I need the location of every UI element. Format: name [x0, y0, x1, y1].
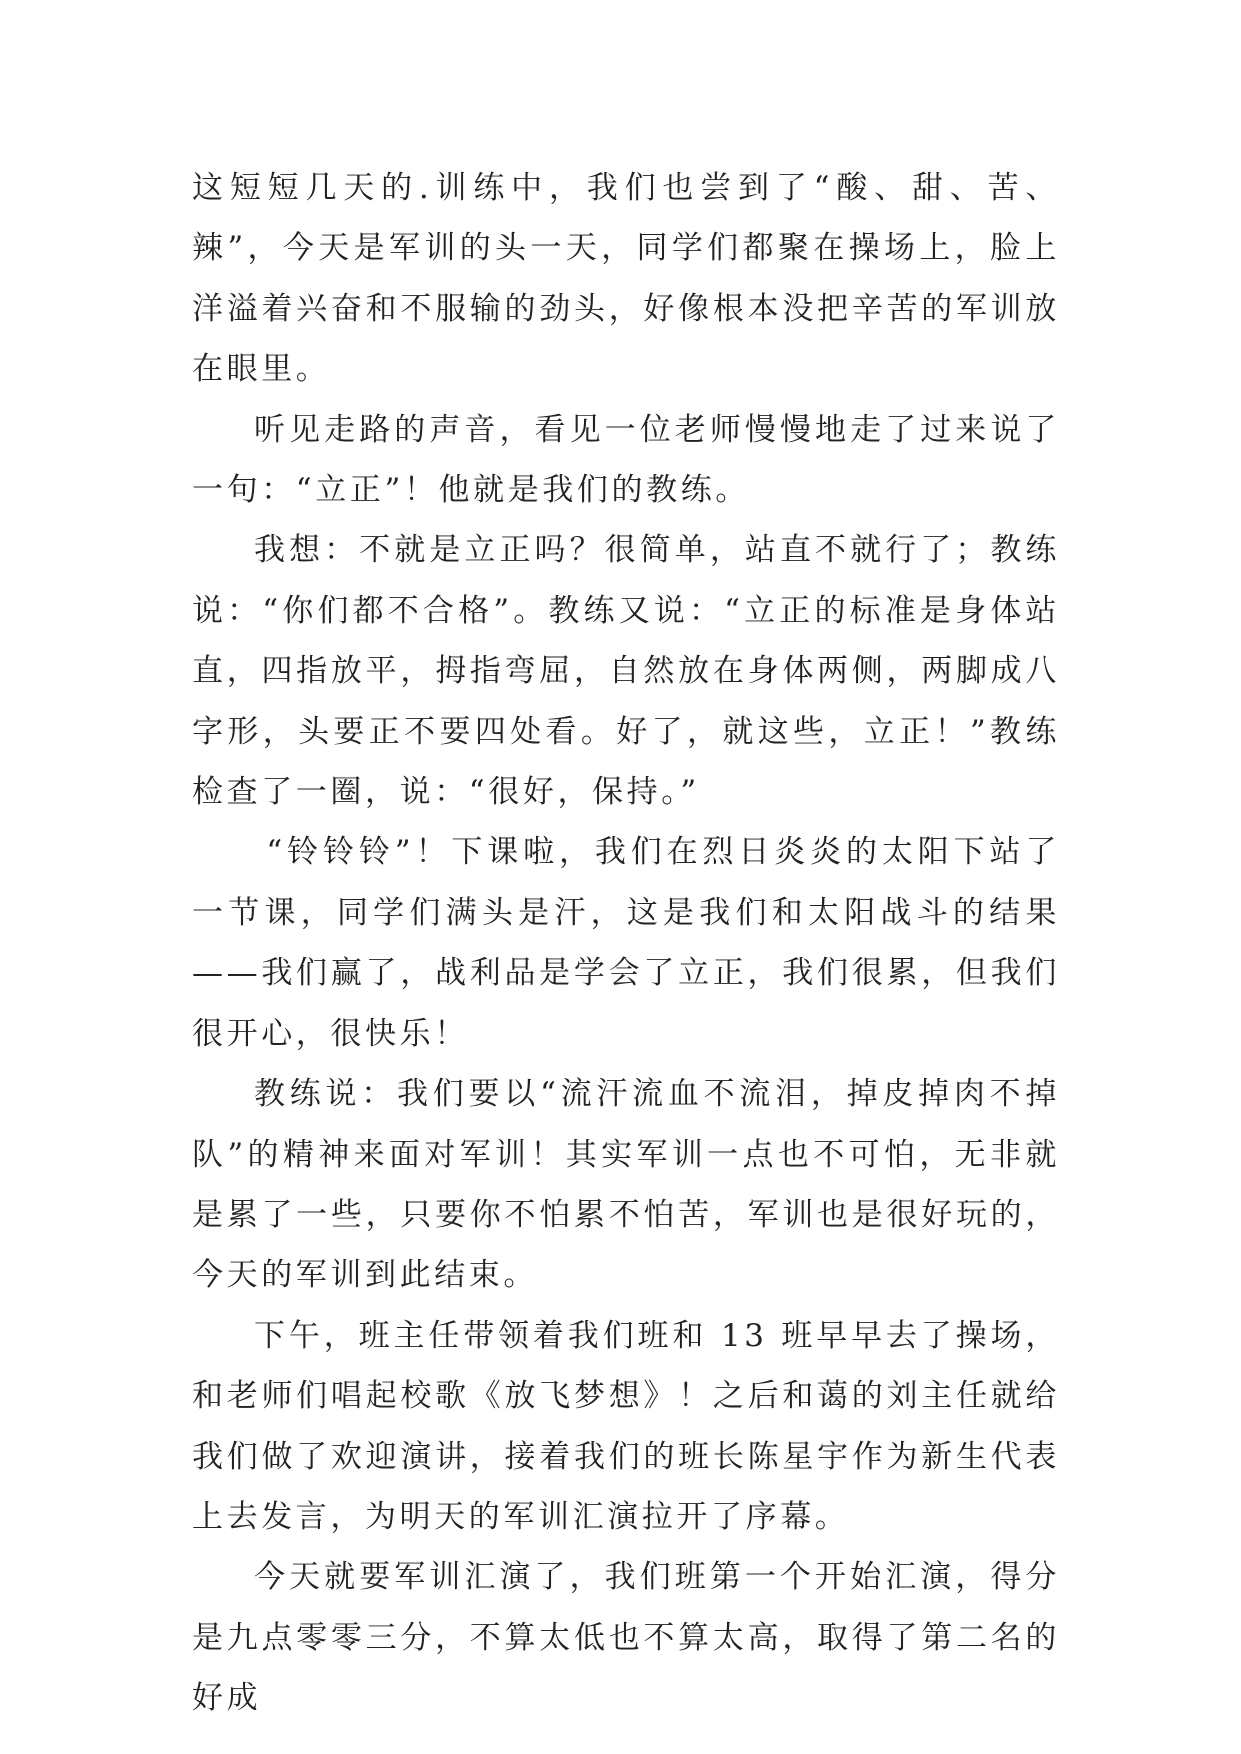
paragraph-3: 我想：不就是立正吗？很简单，站直不就行了；教练说：“你们都不合格”。教练又说：“立正的标准是身体站直，四指放平，拇指弯屈，自然放在身体两侧，两脚成八字形，头要正不要四处看。好了，就这些，立正！”教练检查了一圈，说：“很好，保持。”	[192, 532, 1060, 811]
paragraph-5: 教练说：我们要以“流汗流血不流泪，掉皮掉肉不掉队”的精神来面对军训！其实军训一点也不可怕，无非就是累了一些，只要你不怕累不怕苦，军训也是很好玩的，今天的军训到此结束。	[192, 1076, 1060, 1294]
paragraph-6: 下午，班主任带领着我们班和 13 班早早去了操场，和老师们唱起校歌《放飞梦想》！之后和蔼的刘主任就给我们做了欢迎演讲，接着我们的班长陈星宇作为新生代表上去发言，为明天的军训汇演拉开了序幕。	[192, 1317, 1060, 1535]
paragraph-1: 这短短几天的.训练中，我们也尝到了“酸、甜、苦、辣”，今天是军训的头一天，同学们都聚在操场上，脸上洋溢着兴奋和不服输的劲头，好像根本没把辛苦的军训放在眼里。	[192, 170, 1060, 388]
paragraph-4: “铃铃铃”！下课啦，我们在烈日炎炎的太阳下站了一节课，同学们满头是汗，这是我们和太阳战斗的结果——我们赢了，战利品是学会了立正，我们很累，但我们很开心，很快乐！	[192, 834, 1060, 1052]
paragraph-2: 听见走路的声音，看见一位老师慢慢地走了过来说了一句：“立正”！他就是我们的教练。	[192, 411, 1060, 509]
document-body	[192, 158, 1060, 1729]
paragraph-7: 今天就要军训汇演了，我们班第一个开始汇演，得分是九点零零三分，不算太低也不算太高，取得了第二名的好成	[192, 1559, 1060, 1717]
